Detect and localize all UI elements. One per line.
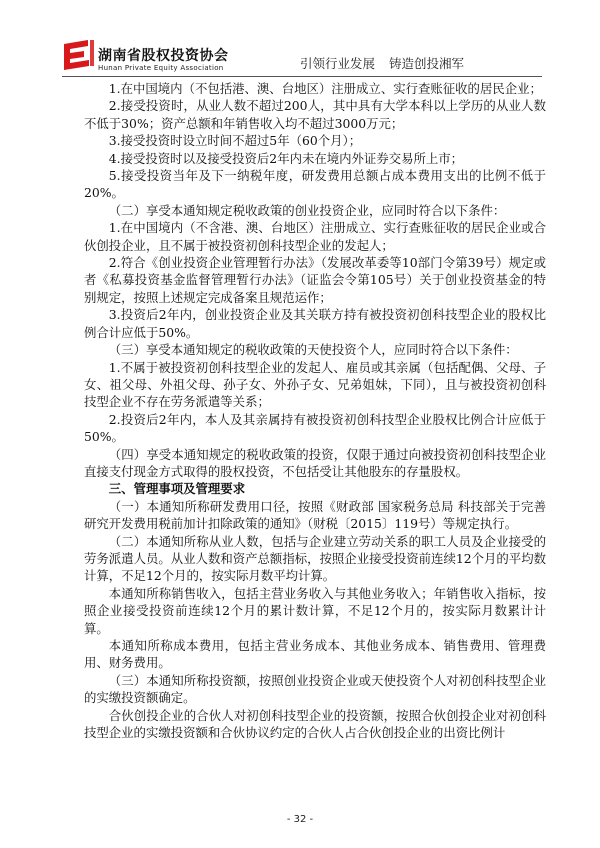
page-number: - 32 -: [286, 814, 314, 825]
paragraph: （一）本通知所称研发费用口径，按照《财政部 国家税务总局 科技部关于完善研究开发费用税前加计扣除政策的通知》（财税〔2015〕119号）等规定执行。: [84, 498, 546, 532]
paragraph: （三）享受本通知规定的税收政策的天使投资个人，应同时符合以下条件：: [108, 342, 518, 358]
paragraph: 本通知所称成本费用，包括主营业务成本、其他业务成本、销售费用、管理费用、财务费用。: [84, 638, 546, 671]
org-name: 湖南省股权投资协会: [98, 48, 229, 64]
paragraph: 1.在中国境内（不含港、澳、台地区）注册成立、实行查账征收的居民企业或合伙创投企业，且不属于被投资初创科技型企业的发起人；: [84, 220, 546, 253]
paragraph: 4.接受投资时以及接受投资后2年内未在境内外证券交易所上市；: [108, 150, 464, 166]
paragraph: （二）本通知所称从业人数，包括与企业建立劳动关系的职工人员及企业接受的劳务派遣人员。从业人数和资产总额指标，按照企业接受投资前连续12个月的平均数计算，不足12个月的，按实际月数平均计算。: [84, 533, 546, 584]
paragraph: （三）本通知所称投资额，按照创业投资企业或天使投资个人对初创科技型企业的实缴投资额确定。: [84, 672, 546, 706]
paragraph: 合伙创投企业的合伙人对初创科技型企业的投资额，按照合伙创投企业对初创科技型企业的实缴投资额和合伙协议约定的合伙人占合伙创投企业的出资比例计: [84, 707, 546, 741]
paragraph: 2.符合《创业投资企业管理暂行办法》（发展改革委等10部门令第39号）规定或者《私募投资基金监督管理暂行办法》（证监会令第105号）关于创业投资基金的特别规定，按照上述规定完成备案且规范运作；: [84, 255, 546, 305]
paragraph: 3.投资后2年内，创业投资企业及其关联方持有被投资初创科技型企业的股权比例合计应低于50%。: [84, 307, 546, 340]
paragraph: （二）享受本通知规定税收政策的创业投资企业，应同时符合以下条件：: [108, 202, 506, 218]
paragraph: 5.接受投资当年及下一纳税年度，研发费用总额占成本费用支出的比例不低于20%。: [84, 168, 546, 201]
paragraph: 1.不属于被投资初创科技型企业的发起人、雇员或其亲属（包括配偶、父母、子女、祖父母、外祖父母、孙子女、外孙子女、兄弟姐妹，下同），且与被投资初创科技型企业不存在劳务派遣等关系；: [84, 359, 546, 410]
org-name-english: Hunan Private Equity Association: [98, 64, 224, 72]
paragraph: 1.在中国境内（不包括港、澳、台地区）注册成立、实行查账征收的居民企业；: [108, 81, 542, 96]
paragraph: 3.接受投资时设立时间不超过5年（60个月）；: [108, 133, 362, 149]
section-heading: 三、管理事项及管理要求: [108, 481, 246, 497]
page-header: [0, 0, 600, 80]
paragraph: （四）享受本通知规定的税收政策的投资，仅限于通过向被投资初创科技型企业直接支付现金方式取得的股权投资，不包括受让其他股东的存量股权。: [84, 446, 546, 479]
document-body: [84, 80, 546, 741]
paragraph: 2.接受投资时，从业人数不超过200人，其中具有大学本科以上学历的从业人数不低于30%；资产总额和年销售收入均不超过3000万元；: [84, 98, 546, 131]
header-divider: [62, 76, 542, 77]
paragraph: 2.投资后2年内，本人及其亲属持有被投资初创科技型企业股权比例合计应低于50%。: [84, 411, 546, 445]
header-slogan: 引领行业发展 铸造创投湘军: [300, 56, 464, 71]
paragraph: 本通知所称销售收入，包括主营业务收入与其他业务收入；年销售收入指标，按照企业接受投资前连续12个月的累计数计算，不足12个月的，按实际月数累计计算。: [84, 585, 546, 636]
association-logo-icon: [62, 40, 94, 74]
